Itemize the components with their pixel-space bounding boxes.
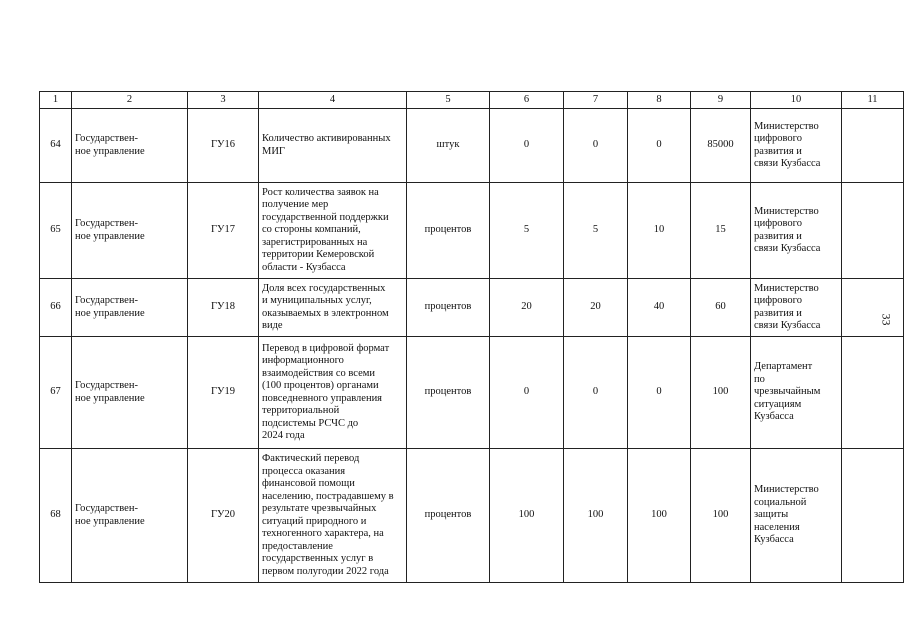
unit-cell: процентов bbox=[407, 449, 490, 583]
unit-cell: процентов bbox=[407, 279, 490, 337]
indicator-name: Рост количества заявок на получение мер государственной поддержки со стороны компаний, зарегистрированных на территории Кемеровской области - Кузбасса bbox=[259, 183, 407, 279]
table-row bbox=[40, 279, 904, 337]
responsible-body: Министерство цифрового развития и связи Кузбасса bbox=[751, 109, 842, 183]
value-col8: 0 bbox=[628, 109, 691, 183]
header-row bbox=[40, 92, 904, 109]
header-cell: 6 bbox=[490, 92, 564, 109]
row-number: 68 bbox=[40, 449, 72, 583]
value-col6: 5 bbox=[490, 183, 564, 279]
col11-cell bbox=[842, 183, 904, 279]
sector-cell: Государствен- ное управление bbox=[72, 279, 188, 337]
value-col8: 100 bbox=[628, 449, 691, 583]
col11-cell bbox=[842, 109, 904, 183]
value-col6: 0 bbox=[490, 109, 564, 183]
indicator-code: ГУ18 bbox=[188, 279, 259, 337]
value-col6: 0 bbox=[490, 337, 564, 449]
unit-cell: процентов bbox=[407, 183, 490, 279]
value-col8: 0 bbox=[628, 337, 691, 449]
table-row bbox=[40, 109, 904, 183]
indicator-code: ГУ17 bbox=[188, 183, 259, 279]
value-col9: 15 bbox=[691, 183, 751, 279]
header-cell: 11 bbox=[842, 92, 904, 109]
responsible-body: Министерство цифрового развития и связи Кузбасса bbox=[751, 183, 842, 279]
row-number: 67 bbox=[40, 337, 72, 449]
value-col7: 0 bbox=[564, 109, 628, 183]
value-col6: 20 bbox=[490, 279, 564, 337]
indicators-table bbox=[39, 91, 904, 583]
header-cell: 4 bbox=[259, 92, 407, 109]
value-col9: 100 bbox=[691, 449, 751, 583]
value-col7: 100 bbox=[564, 449, 628, 583]
header-cell: 8 bbox=[628, 92, 691, 109]
value-col8: 10 bbox=[628, 183, 691, 279]
value-col9: 85000 bbox=[691, 109, 751, 183]
sector-cell: Государствен- ное управление bbox=[72, 337, 188, 449]
indicator-code: ГУ19 bbox=[188, 337, 259, 449]
value-col9: 60 bbox=[691, 279, 751, 337]
header-cell: 3 bbox=[188, 92, 259, 109]
header-cell: 10 bbox=[751, 92, 842, 109]
header-cell: 1 bbox=[40, 92, 72, 109]
header-cell: 7 bbox=[564, 92, 628, 109]
indicator-name: Количество активированных МИГ bbox=[259, 109, 407, 183]
value-col8: 40 bbox=[628, 279, 691, 337]
value-col7: 5 bbox=[564, 183, 628, 279]
col11-cell bbox=[842, 449, 904, 583]
row-number: 65 bbox=[40, 183, 72, 279]
table-row bbox=[40, 337, 904, 449]
unit-cell: штук bbox=[407, 109, 490, 183]
col11-cell bbox=[842, 279, 904, 337]
responsible-body: Министерство социальной защиты населения Кузбасса bbox=[751, 449, 842, 583]
indicator-name: Перевод в цифровой формат информационного взаимодействия со всеми (100 процентов) органами повседневного управления территориальной подсистемы РСЧС до 2024 года bbox=[259, 337, 407, 449]
header-cell: 9 bbox=[691, 92, 751, 109]
col11-cell bbox=[842, 337, 904, 449]
value-col7: 20 bbox=[564, 279, 628, 337]
row-number: 66 bbox=[40, 279, 72, 337]
row-number: 64 bbox=[40, 109, 72, 183]
indicator-code: ГУ16 bbox=[188, 109, 259, 183]
header-cell: 2 bbox=[72, 92, 188, 109]
sector-cell: Государствен- ное управление bbox=[72, 109, 188, 183]
value-col7: 0 bbox=[564, 337, 628, 449]
unit-cell: процентов bbox=[407, 337, 490, 449]
sector-cell: Государствен- ное управление bbox=[72, 449, 188, 583]
indicator-name: Доля всех государственных и муниципальных услуг, оказываемых в электронном виде bbox=[259, 279, 407, 337]
responsible-body: Департамент по чрезвычайным ситуациям Кузбасса bbox=[751, 337, 842, 449]
table-row bbox=[40, 183, 904, 279]
responsible-body: Министерство цифрового развития и связи Кузбасса bbox=[751, 279, 842, 337]
indicator-name: Фактический перевод процесса оказания финансовой помощи населению, пострадавшему в результате чрезвычайных ситуаций природного и техногенного характера, на предоставление государственных услуг в первом полугодии 2022 года bbox=[259, 449, 407, 583]
indicator-code: ГУ20 bbox=[188, 449, 259, 583]
sector-cell: Государствен- ное управление bbox=[72, 183, 188, 279]
page-number: 33 bbox=[879, 313, 894, 326]
value-col9: 100 bbox=[691, 337, 751, 449]
table-row bbox=[40, 449, 904, 583]
header-cell: 5 bbox=[407, 92, 490, 109]
value-col6: 100 bbox=[490, 449, 564, 583]
